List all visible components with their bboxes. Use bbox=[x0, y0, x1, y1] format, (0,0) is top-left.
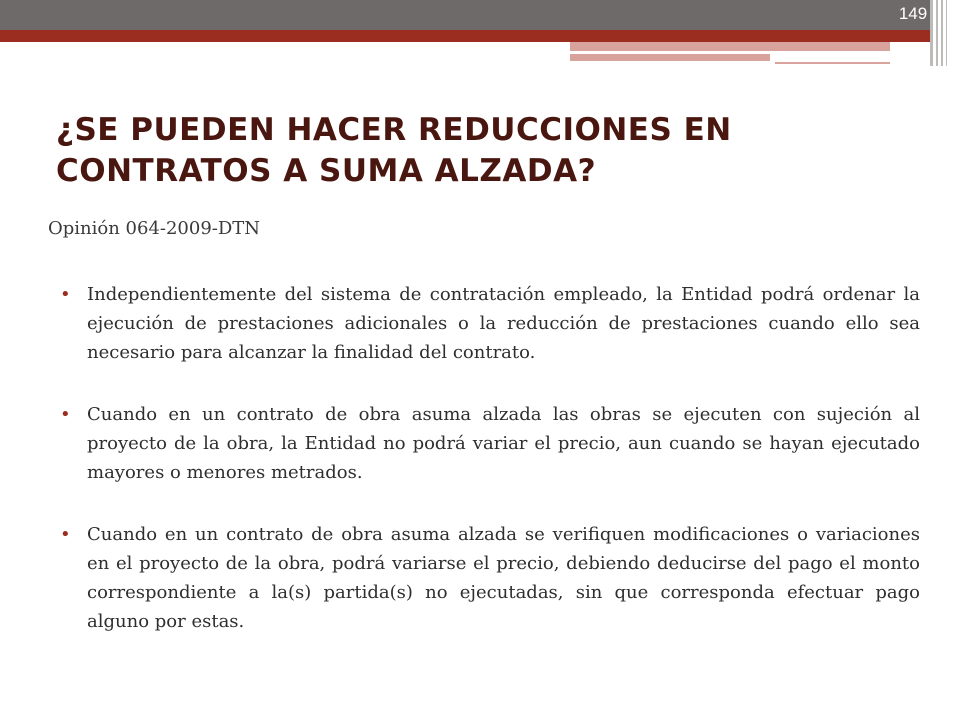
decorative-vertical-line bbox=[936, 0, 938, 66]
slide-title: ¿SE PUEDEN HACER REDUCCIONES EN CONTRATOS A SUMA ALZADA? bbox=[56, 112, 732, 189]
bullet-text: Cuando en un contrato de obra asuma alzada se verifiquen modificaciones o variaciones en el proyecto de la obra, podrá variarse el precio, debiendo deducirse del pago el monto correspondiente a la(s) partida(s) no ejecutadas, sin que corresponda efectuar pago alguno por estas. bbox=[87, 524, 920, 632]
bullet-icon: • bbox=[60, 524, 71, 545]
bullet-text: Independientemente del sistema de contratación empleado, la Entidad podrá ordenar la ejecución de prestaciones adicionales o la reducción de prestaciones cuando ello sea necesario para alcanzar la finalidad del contrato. bbox=[87, 284, 920, 363]
header-red-bar bbox=[0, 30, 930, 42]
bullet-list bbox=[60, 280, 920, 669]
header-accent-line bbox=[775, 62, 890, 64]
bullet-item bbox=[60, 400, 920, 487]
header-accent-bar bbox=[570, 42, 890, 51]
decorative-vertical-line bbox=[941, 0, 943, 66]
bullet-item bbox=[60, 520, 920, 636]
bullet-text: Cuando en un contrato de obra asuma alzada las obras se ejecuten con sujeción al proyecto de la obra, la Entidad no podrá variar el precio, aun cuando se hayan ejecutado mayores o menores metrados. bbox=[87, 404, 920, 483]
bullet-item bbox=[60, 280, 920, 367]
header-gray-bar bbox=[0, 0, 930, 30]
bullet-icon: • bbox=[60, 284, 71, 305]
header-accent-bar-small bbox=[570, 54, 770, 61]
decorative-vertical-line bbox=[946, 0, 947, 66]
bullet-icon: • bbox=[60, 404, 71, 425]
decorative-vertical-line bbox=[930, 0, 933, 66]
slide-subtitle: Opinión 064-2009-DTN bbox=[48, 218, 261, 239]
page-number: 149 bbox=[898, 4, 928, 23]
